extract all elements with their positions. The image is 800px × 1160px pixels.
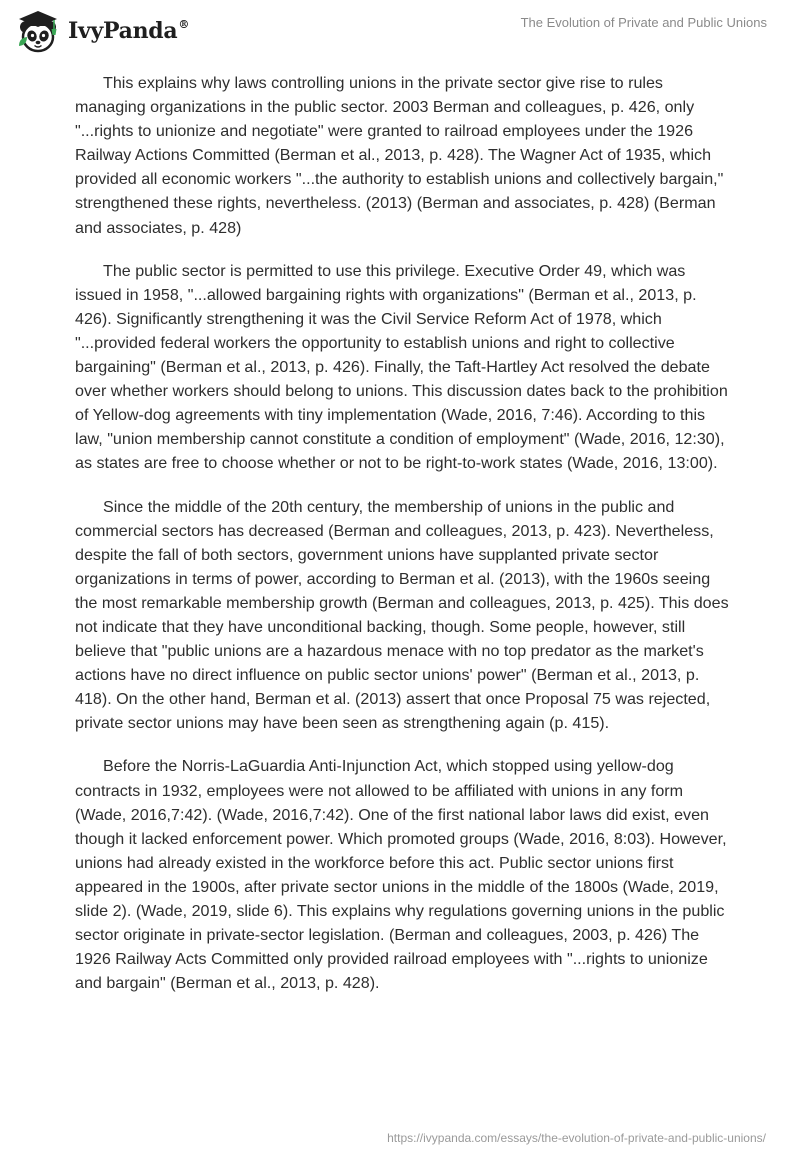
paragraph-4: Before the Norris-LaGuardia Anti-Injunction Act, which stopped using yellow-dog contracts in 1932, employees were not allowed to be affiliated with unions in any form (Wade, 2016,7:42). (Wade, 2016,7:42). One of the first national labor laws did exist, even though it lacked enforcement power. Which promoted groups (Wade, 2016, 8:03). However, unions had already existed in the workforce before this act. Public sector unions first appeared in the 1900s, after private sector unions in the middle of the 1800s (Wade, 2019, slide 2). (Wade, 2019, slide 6). This explains why regulations governing unions in the public sector originate in private-sector legislation. (Berman and colleagues, 2003, p. 426) The 1926 Railway Acts Committed only provided railroad employees with "...rights to unionize and bargain" (Berman et al., 2013, p. 428). [75,757,727,993]
document-title: The Evolution of Private and Public Unions [520,15,767,30]
panda-graduate-icon [14,8,62,54]
logo-text: IvyPanda® [68,18,190,44]
page-header [0,0,800,62]
paragraph-2: The public sector is permitted to use this privilege. Executive Order 49, which was issued in 1958, "...allowed bargaining rights with organizations" (Berman et al., 2013, p. 426). Significantly strengthening it was the Civil Service Reform Act of 1978, which "...provided federal workers the opportunity to establish unions and right to collective bargaining" (Berman et al., 2013, p. 426). Finally, the Taft-Hartley Act resolved the debate over whether workers should belong to unions. This discussion dates back to the prohibition of Yellow-dog agreements with tiny implementation (Wade, 2016, 7:46). According to this law, "union membership cannot constitute a condition of employment" (Wade, 2016, 12:30), as states are free to choose whether or not to be right-to-work states (Wade, 2016, 13:00). [75,261,728,473]
footer-url-link[interactable]: https://ivypanda.com/essays/the-evolution-of-private-and-public-unions/ [387,1131,766,1145]
paragraph-3: Since the middle of the 20th century, the membership of unions in the public and commercial sectors has decreased (Berman and colleagues, 2013, p. 423). Nevertheless, despite the fall of both sectors, government unions have supplanted private sector organizations in terms of power, according to Berman et al. (2013), with the 1960s seeing the most remarkable membership growth (Berman and colleagues, 2013, p. 425). This does not indicate that they have unconditional backing, though. Some people, however, still believe that "public unions are a hazardous menace with no top predator as the market's actions have no direct influence on public sector unions' power" (Berman et al., 2013, p. 418). On the other hand, Berman et al. (2013) assert that once Proposal 75 was rejected, private sector unions may have been seen as strengthening again (p. 415). [75,497,729,733]
registered-mark: ® [178,18,190,31]
essay-body [75,71,735,1014]
ivypanda-logo[interactable] [14,8,189,54]
paragraph-1: This explains why laws controlling unions in the private sector give rise to rules managing organizations in the public sector. 2003 Berman and colleagues, p. 426, only "...rights to unionize and negotiate" were granted to railroad employees under the 1926 Railway Actions Committed (Berman et al., 2013, p. 428). The Wagner Act of 1935, which provided all economic workers "...the authority to establish unions and collectively bargain," strengthened these rights, nevertheless. (2013) (Berman and associates, p. 428) (Berman and associates, p. 428) [75,74,724,237]
